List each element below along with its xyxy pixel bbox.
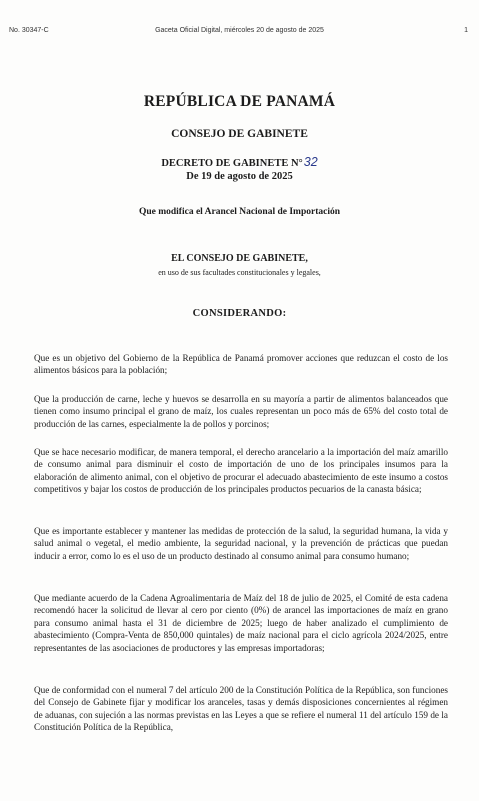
decree-title <box>0 155 479 169</box>
considering-heading: CONSIDERANDO: <box>192 308 287 319</box>
considering-paragraph: Que de conformidad con el numeral 7 del artículo 200 de la Constitución Política de la República, son funciones del Consejo de Gabinete fijar y modificar los aranceles, tasas y demás disposiciones concernientes al régimen de aduanas, con sujeción a las normas previstas en las Leyes a que se refiere el numeral 11 del artículo 159 de la Constitución Política de la República, <box>34 685 448 733</box>
decree-prefix: DECRETO DE GABINETE N° <box>161 158 303 169</box>
council-heading: CONSEJO DE GABINETE <box>171 128 308 140</box>
decree-subject: Que modifica el Arancel Nacional de Importación <box>138 207 341 217</box>
republic-heading: REPÚBLICA DE PANAMÁ <box>143 93 336 110</box>
considering-paragraph: Que mediante acuerdo de la Cadena Agroalimentaria de Maíz del 18 de julio de 2025, el Comité de esta cadena recomendó hacer la solicitud de llevar al cero por ciento (0%) de arancel las importaciones de maíz en grano para consumo animal hasta el 31 de diciembre de 2025; luego de haber analizado el cumplimiento de abastecimiento (Compra-Venta de 850,000 quintales) de maíz nacional para el ciclo agrícola 2024/2025, entre representantes de las asociaciones de productores y las empresas importadoras; <box>34 593 448 653</box>
preamble-council: EL CONSEJO DE GABINETE, <box>171 253 308 264</box>
preamble-powers: en uso de sus facultades constitucionales y legales, <box>158 268 321 277</box>
decree-date: De 19 de agosto de 2025 <box>186 171 293 182</box>
considering-paragraph: Que es un objetivo del Gobierno de la República de Panamá promover acciones que reduzcan el costo de los alimentos básicos para la población; <box>34 353 448 376</box>
considering-paragraph: Que se hace necesario modificar, de manera temporal, el derecho arancelario a la importación del maíz amarillo de consumo animal para disminuir el costo de importación de uno de los principales insumos para la elaboración de alimento animal, con el objetivo de procurar el adecuado abastecimiento de este insumo a costos competitivos y bajar los costos de producción de los principales productos pecuarios de la canasta básica; <box>34 447 448 495</box>
document-number: No. 30347-C <box>9 27 49 34</box>
page-number: 1 <box>464 27 468 34</box>
considering-paragraph: Que la producción de carne, leche y huevos se desarrolla en su mayoría a partir de alimentos balanceados que tienen como insumo principal el grano de maíz, los cuales representan un poco más de 65% del costo total de producción de las carnes, especialmente la de pollos y porcinos; <box>34 394 448 429</box>
decree-number: 32 <box>303 155 318 169</box>
considering-paragraph: Que es importante establecer y mantener las medidas de protección de la salud, la seguridad humana, la vida y salud animal o vegetal, el medio ambiente, la seguridad nacional, y la prevención de prácticas que puedan inducir a error, como lo es el uso de un producto destinado al consumo animal para consumo humano; <box>34 526 448 561</box>
gazette-header: Gaceta Oficial Digital, miércoles 20 de agosto de 2025 <box>155 27 324 34</box>
